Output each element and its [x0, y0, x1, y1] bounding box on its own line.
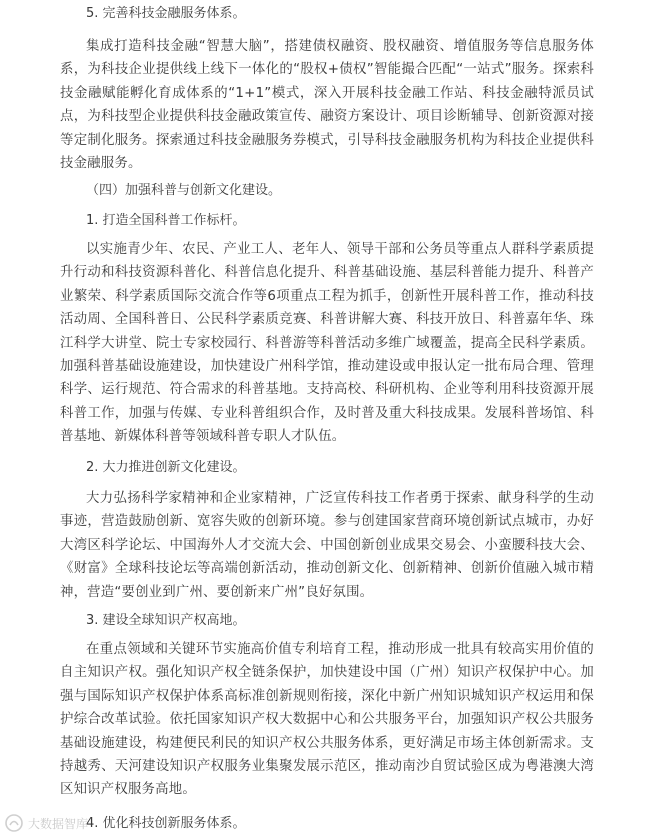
watermark-text: 大数据智库: [28, 816, 89, 831]
subheading-3: 3. 建设全球知识产权高地。: [86, 613, 246, 628]
subheading-4: 4. 优化科技创新服务体系。: [86, 816, 246, 831]
paragraph-3: 在重点领域和关键环节实施高价值专利培育工程，推动形成一批具有较高实用价值的自主知识产权。强化知识产权全链条保护，加快建设中国（广州）知识产权保护中心。加强与国际知识产权保护体系高标准创新规则衔接，深化中新广州知识城知识产权运用和保护综合改革试验。依托国家知识产权大数据中心和公共服务平台，加强知识产权公共服务基础设施建设，构建便民利民的知识产权公共服务体系，更好满足市场主体创新需求。支持越秀、天河建设知识产权服务业集聚发展示范区，推动南沙自贸试验区成为粤港澳大湾区知识产权服务高地。: [60, 642, 594, 798]
watermark: [4, 812, 88, 834]
paragraph-1: 以实施青少年、农民、产业工人、老年人、领导干部和公务员等重点人群科学素质提升行动和科技资源科普化、科普信息化提升、科普基础设施、基层科普能力提升、科普产业繁荣、科学素质国际交流合作等6项重点工程为抓手，创新性开展科普工作，推动科技活动周、全国科普日、公民科学素质竞赛、科普讲解大赛、科技开放日、科普嘉年华、珠江科学大讲堂、院士专家校园行、科普游等科普活动多维广域覆盖，提高全民科学素质。加强科普基础设施建设，加快建设广州科学馆，推动建设或申报认定一批布局合理、管理科学、运行规范、符合需求的科普基地。支持高校、科研机构、企业等利用科技资源开展科普工作，加强与传媒、专业科普组织合作，及时普及重大科技成果。发展科普场馆、科普基地、新媒体科普等领域科普专职人才队伍。: [60, 242, 594, 445]
section-heading-4: （四）加强科普与创新文化建设。: [86, 183, 282, 198]
subheading-1: 1. 打造全国科普工作标杆。: [86, 213, 246, 228]
subheading-5: 5. 完善科技金融服务体系。: [86, 6, 246, 21]
subheading-2: 2. 大力推进创新文化建设。: [86, 460, 246, 475]
paragraph-2: 大力弘扬科学家精神和企业家精神，广泛宣传科技工作者勇于探索、献身科学的生动事迹，营造鼓励创新、宽容失败的创新环境。参与创建国家营商环境创新试点城市，办好大湾区科学论坛、中国海外人才交流大会、中国创新创业成果交易会、小蛮腰科技大会、《财富》全球科技论坛等高端创新活动，推动创新文化、创新精神、创新价值融入城市精神，营造“要创业到广州、要创新来广州”良好氛围。: [60, 491, 594, 600]
watermark-logo-icon: [4, 813, 24, 833]
paragraph-5: 集成打造科技金融“智慧大脑”，搭建债权融资、股权融资、增值服务等信息服务体系，为科技企业提供线上线下一体化的“股权+债权”智能撮合匹配“一站式”服务。探索科技金融赋能孵化育成体系的“1+1”模式，深入开展科技金融工作站、科技金融特派员试点，为科技型企业提供科技金融政策宣传、融资方案设计、项目诊断辅导、创新资源对接等定制化服务。探索通过科技金融服务券模式，引导科技金融服务机构为科技企业提供科技金融服务。: [60, 39, 594, 172]
